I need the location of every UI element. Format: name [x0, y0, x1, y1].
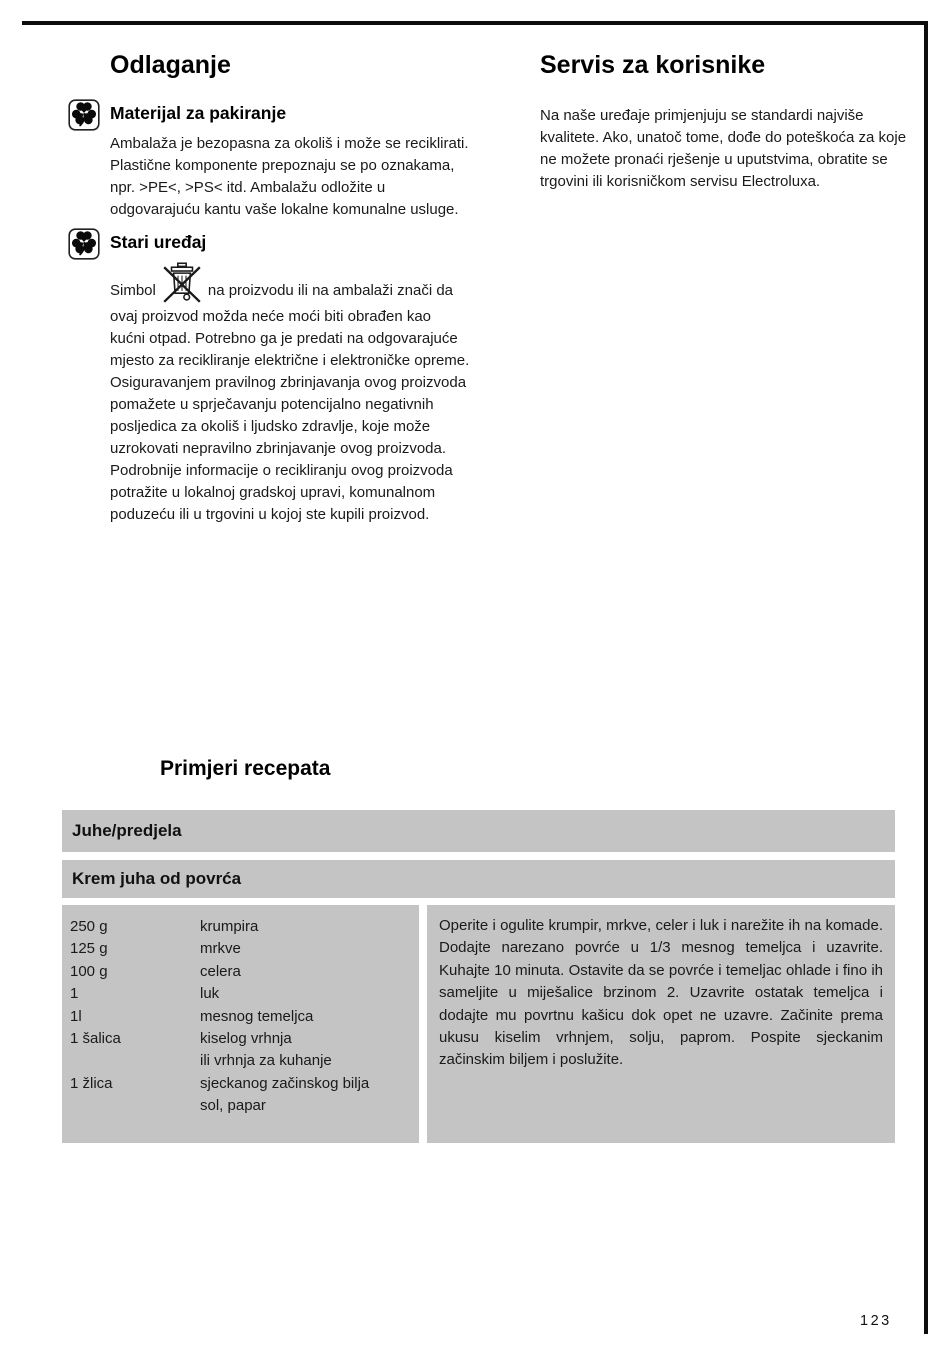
old-appliance-section — [68, 231, 470, 526]
ingredient-row — [70, 916, 411, 938]
symbol-text-after: na proizvodu ili na ambalaži znači da ovaj proizvod možda neće moći biti obrađen kao kućni otpad. Potrebno ga je predati na odgovarajuće mjesto za recikliranje električne i elektroničke opreme. Osiguravanjem pravilnog zbrinjavanja ovog proizvoda pomažete u sprječavanju potencijalno negativnih posljedica za okoliš i ljudsko zdravlje, koje može uzrokovati nepravilno zbrinjavanje ovog proizvoda. Podrobnije informacije o recikliranju ovog proizvoda potražite u lokalnoj gradskoj upravi, komunalnom poduzeću ili u trgovini u kojoj ste kupili proizvod. — [110, 282, 470, 523]
clover-icon — [68, 228, 100, 260]
ingredient-qty: 125 g — [70, 940, 108, 958]
ingredient-item: kiselog vrhnja — [200, 1030, 292, 1048]
old-appliance-content — [110, 231, 470, 526]
service-body: Na naše uređaje primjenjuju se standardi najviše kvalitete. Ako, unatoč tome, dođe do poteškoća za koje ne možete pronaći rješenje u uputstvima, obratite se trgovini ili korisničkom servisu Electroluxa. — [540, 107, 907, 190]
ingredient-row — [70, 1073, 411, 1095]
packaging-heading: Materijal za pakiranje — [110, 103, 287, 123]
instructions-text: Operite i ogulite krumpir, mrkve, celer i luk i narežite ih na komade. Dodajte narezano povrće u 1/3 mesnog temeljca i uzavrite. Kuhajte 10 minuta. Ostavite da se povrće i temeljac ohlade i fino ih sameljite u miješalice brzinom 2. Uzavrite ostatak temeljca i dodajte mu povrtnu kašicu dok opet ne uzavre. Začinite prema ukusu kiselim vrhnjem, solju, paprom. Pospite sjeckanim začinskim biljem i poslužite. — [439, 917, 883, 1069]
ingredient-row — [70, 1050, 411, 1072]
ingredient-qty: 1 — [70, 985, 79, 1003]
disposal-column — [68, 50, 470, 536]
page-top-rule — [22, 21, 928, 25]
ingredient-qty — [70, 1050, 200, 1072]
ingredients-cell — [62, 905, 419, 1143]
ingredient-qty: 1 žlica — [70, 1074, 113, 1092]
page-right-rule — [924, 21, 928, 1334]
packaging-body: Ambalaža je bezopasna za okoliš i može se reciklirati. Plastične komponente prepoznaju se po oznakama, npr. >PE<, >PS< itd. Ambalažu odložite u odgovarajuću kantu vaše lokalne komunalne usluge. — [110, 135, 469, 218]
ingredient-qty — [70, 1095, 200, 1117]
recipe-category-header: Juhe/predjela — [62, 810, 895, 852]
ingredient-row — [70, 938, 411, 960]
ingredient-item: sjeckanog začinskog bilja — [200, 1074, 370, 1092]
ingredient-qty: 1 šalica — [70, 1030, 121, 1048]
packaging-section — [68, 102, 470, 221]
ingredient-item: mrkve — [200, 940, 241, 958]
recipe-name-header: Krem juha od povrća — [62, 860, 895, 898]
ingredient-item: celera — [200, 962, 241, 980]
ingredient-item: krumpira — [200, 918, 259, 935]
ingredient-qty: 250 g — [70, 918, 108, 935]
clover-icon — [68, 99, 100, 131]
page-number: 123 — [860, 1313, 892, 1329]
ingredient-qty: 1l — [70, 1007, 82, 1025]
old-appliance-body — [110, 262, 470, 526]
crossed-out-wheeled-bin-icon — [162, 262, 202, 306]
packaging-content — [110, 102, 470, 221]
ingredient-item: ili vrhnja za kuhanje — [200, 1052, 332, 1070]
ingredient-item: sol, papar — [200, 1097, 266, 1115]
ingredient-row — [70, 1095, 411, 1117]
ingredient-item: luk — [200, 985, 220, 1003]
recipe-table — [62, 810, 895, 1143]
symbol-text-before: Simbol — [110, 282, 156, 299]
ingredient-qty: 100 g — [70, 962, 108, 980]
ingredient-row — [70, 1028, 411, 1050]
recipe-content-row — [62, 905, 895, 1143]
ingredient-row — [70, 983, 411, 1005]
disposal-title: Odlaganje — [110, 51, 231, 79]
old-appliance-heading: Stari uređaj — [110, 232, 207, 252]
instructions-cell — [427, 905, 895, 1143]
ingredient-row — [70, 1006, 411, 1028]
ingredient-row — [70, 961, 411, 983]
service-title: Servis za korisnike — [540, 51, 766, 79]
service-column — [540, 50, 908, 193]
ingredient-item: mesnog temeljca — [200, 1007, 314, 1025]
recipes-title: Primjeri recepata — [160, 757, 331, 780]
